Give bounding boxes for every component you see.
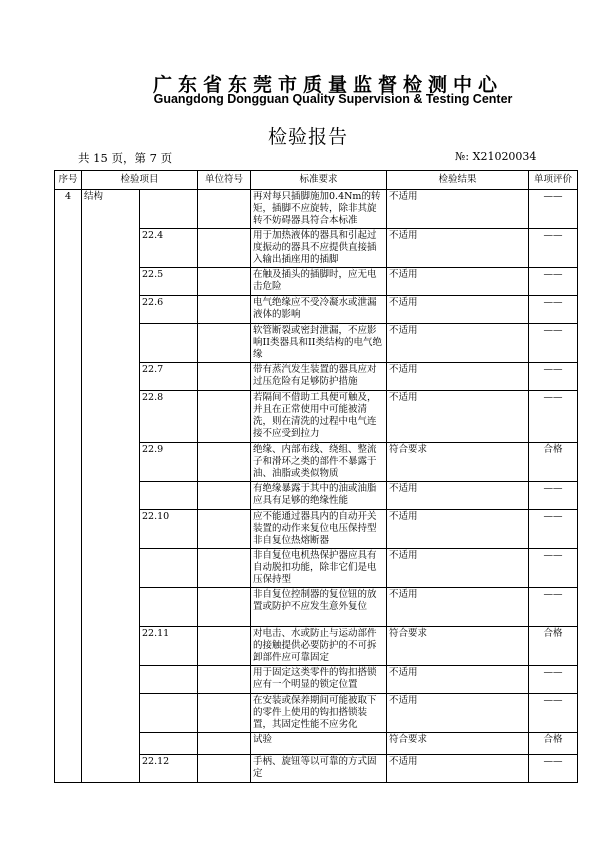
cell-requirement: 应不能通过器具内的自动开关装置的动作来复位电压保持型非自复位热熔断器 (251, 510, 387, 549)
cell-clause: 22.5 (140, 268, 198, 296)
cell-clause: 22.12 (140, 755, 198, 783)
page-info: 共 15 页，第 7 页 (78, 151, 173, 165)
header-unit: 单位符号 (198, 171, 251, 190)
cell-evaluation: 合格 (529, 733, 578, 755)
cell-unit (198, 666, 251, 694)
cell-evaluation: —— (529, 755, 578, 783)
inspection-table (54, 170, 578, 783)
cell-clause: 22.9 (140, 443, 198, 482)
cell-evaluation: —— (529, 391, 578, 443)
cell-clause: 22.11 (140, 627, 198, 666)
header-evaluation: 单项评价 (529, 171, 578, 190)
cell-unit (198, 443, 251, 482)
cell-seq: 4 (55, 190, 82, 783)
cell-clause (140, 588, 198, 627)
cell-clause: 22.10 (140, 510, 198, 549)
cell-evaluation: —— (529, 510, 578, 549)
cell-result: 符合要求 (387, 443, 529, 482)
cell-requirement: 软管断裂或密封泄漏，不应影响II类器具和II类结构的电气绝缘 (251, 324, 387, 363)
cell-result: 不适用 (387, 268, 529, 296)
cell-requirement: 用于固定这类零件的钩扣搭锁应有一个明显的锁定位置 (251, 666, 387, 694)
cell-unit (198, 549, 251, 588)
cell-result: 不适用 (387, 391, 529, 443)
cell-requirement: 手柄、旋钮等以可靠的方式固定 (251, 755, 387, 783)
cell-result: 不适用 (387, 363, 529, 391)
cell-result: 不适用 (387, 190, 529, 229)
cell-requirement: 绝缘、内部布线、绕组、整流子和滑环之类的部件不暴露于油、油脂或类似物质 (251, 443, 387, 482)
cell-requirement: 若隔间不借助工具便可触及，并且在正常使用中可能被清洗，则在清洗的过程中电气连接不应受到拉力 (251, 391, 387, 443)
cell-unit (198, 324, 251, 363)
cell-evaluation: —— (529, 482, 578, 510)
cell-unit (198, 229, 251, 268)
report-title: 检验报告 (267, 126, 348, 148)
cell-clause (140, 190, 198, 229)
cell-evaluation: —— (529, 324, 578, 363)
cell-result: 不适用 (387, 549, 529, 588)
cell-evaluation: —— (529, 363, 578, 391)
cell-requirement: 非自复位控制器的复位钮的放置或防护不应发生意外复位 (251, 588, 387, 627)
cell-clause (140, 549, 198, 588)
cell-result: 不适用 (387, 666, 529, 694)
cell-unit (198, 482, 251, 510)
cell-result: 不适用 (387, 324, 529, 363)
cell-unit (198, 733, 251, 755)
cell-clause: 22.6 (140, 296, 198, 324)
cell-evaluation: 合格 (529, 443, 578, 482)
cell-result: 不适用 (387, 510, 529, 549)
cell-result: 不适用 (387, 694, 529, 733)
cell-requirement: 有绝缘暴露于其中的油或油脂应具有足够的绝缘性能 (251, 482, 387, 510)
cell-item: 结构 (82, 190, 140, 783)
cell-unit (198, 363, 251, 391)
cell-requirement: 在触及插头的插脚时，应无电击危险 (251, 268, 387, 296)
cell-evaluation: 合格 (529, 627, 578, 666)
cell-evaluation: —— (529, 268, 578, 296)
cell-unit (198, 391, 251, 443)
cell-requirement: 对电击、水或防止与运动部件的接触提供必要防护的不可拆卸部件应可靠固定 (251, 627, 387, 666)
report-number: №: X21020034 (455, 150, 537, 163)
cell-clause (140, 666, 198, 694)
header-item: 检验项目 (82, 171, 198, 190)
cell-result: 不适用 (387, 229, 529, 268)
table-header-row (55, 171, 578, 190)
cell-unit (198, 694, 251, 733)
cell-result: 不适用 (387, 296, 529, 324)
organization-name-en: Guangdong Dongguan Quality Supervision & Testing Center (153, 92, 513, 106)
cell-evaluation: —— (529, 190, 578, 229)
cell-evaluation: —— (529, 296, 578, 324)
cell-evaluation: —— (529, 229, 578, 268)
cell-result: 符合要求 (387, 733, 529, 755)
cell-requirement: 非自复位电机热保护器应具有自动脱扣功能，除非它们是电压保持型 (251, 549, 387, 588)
organization-name-cn: 广东省东莞市质量监督检测中心 (152, 74, 503, 96)
cell-evaluation: —— (529, 694, 578, 733)
cell-evaluation: —— (529, 588, 578, 627)
cell-evaluation: —— (529, 666, 578, 694)
cell-requirement: 试验 (251, 733, 387, 755)
cell-clause (140, 482, 198, 510)
cell-unit (198, 755, 251, 783)
cell-clause: 22.7 (140, 363, 198, 391)
cell-unit (198, 510, 251, 549)
cell-requirement: 带有蒸汽发生装置的器具应对过压危险有足够防护措施 (251, 363, 387, 391)
table-row (55, 190, 578, 229)
cell-result: 不适用 (387, 755, 529, 783)
cell-unit (198, 588, 251, 627)
cell-unit (198, 296, 251, 324)
cell-clause (140, 694, 198, 733)
cell-unit (198, 190, 251, 229)
cell-clause (140, 733, 198, 755)
cell-clause (140, 324, 198, 363)
header-seq: 序号 (55, 171, 82, 190)
cell-requirement: 用于加热液体的器具和引起过度振动的器具不应提供直接插入输出插座用的插脚 (251, 229, 387, 268)
cell-clause: 22.8 (140, 391, 198, 443)
cell-result: 不适用 (387, 588, 529, 627)
header-requirement: 标准要求 (251, 171, 387, 190)
cell-evaluation: —— (529, 549, 578, 588)
cell-unit (198, 268, 251, 296)
cell-requirement: 电气绝缘应不受冷凝水或泄漏液体的影响 (251, 296, 387, 324)
cell-requirement: 在安装或保养期间可能被取下的零件上使用的钩扣搭锁装置，其固定性能不应劣化 (251, 694, 387, 733)
cell-result: 符合要求 (387, 627, 529, 666)
cell-result: 不适用 (387, 482, 529, 510)
cell-requirement: 再对每只插脚施加0.4Nm的转矩，插脚不应旋转，除非其旋转不妨碍器具符合本标准 (251, 190, 387, 229)
header-result: 检验结果 (387, 171, 529, 190)
cell-clause: 22.4 (140, 229, 198, 268)
cell-unit (198, 627, 251, 666)
